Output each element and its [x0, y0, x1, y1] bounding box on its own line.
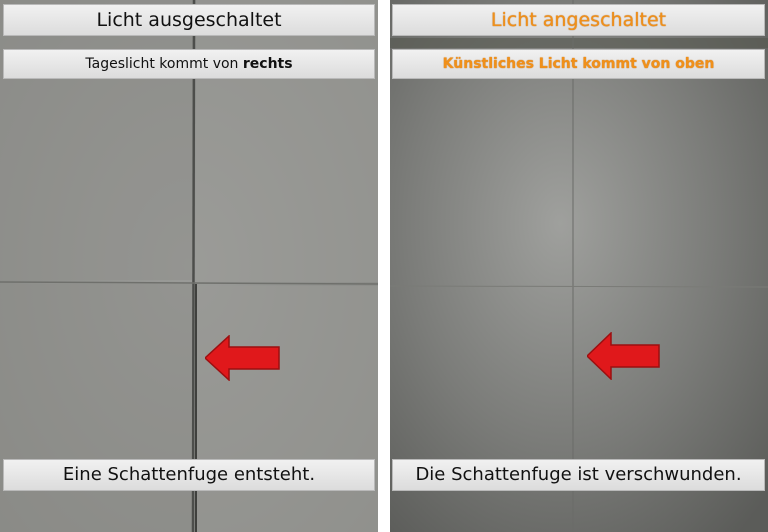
red-arrow-left-icon — [205, 335, 281, 381]
floor-tiles-photo-lit — [390, 0, 768, 532]
panel-caption: Eine Schattenfuge entsteht. — [3, 459, 375, 491]
subtitle-emphasis: rechts — [242, 56, 293, 72]
floor-tiles-photo-dark-joint — [0, 0, 378, 532]
panel-caption: Die Schattenfuge ist verschwunden. — [392, 459, 765, 491]
panel-subtitle: Künstliches Licht kommt von oben — [392, 49, 765, 79]
red-arrow-left-icon — [587, 332, 663, 380]
subtitle-text: Tageslicht kommt von — [85, 56, 243, 72]
panel-title: Licht ausgeschaltet — [3, 4, 375, 36]
panel-subtitle — [3, 49, 375, 79]
panel-title: Licht angeschaltet — [392, 4, 765, 36]
left-photo-panel — [0, 0, 378, 532]
right-photo-panel — [390, 0, 768, 532]
